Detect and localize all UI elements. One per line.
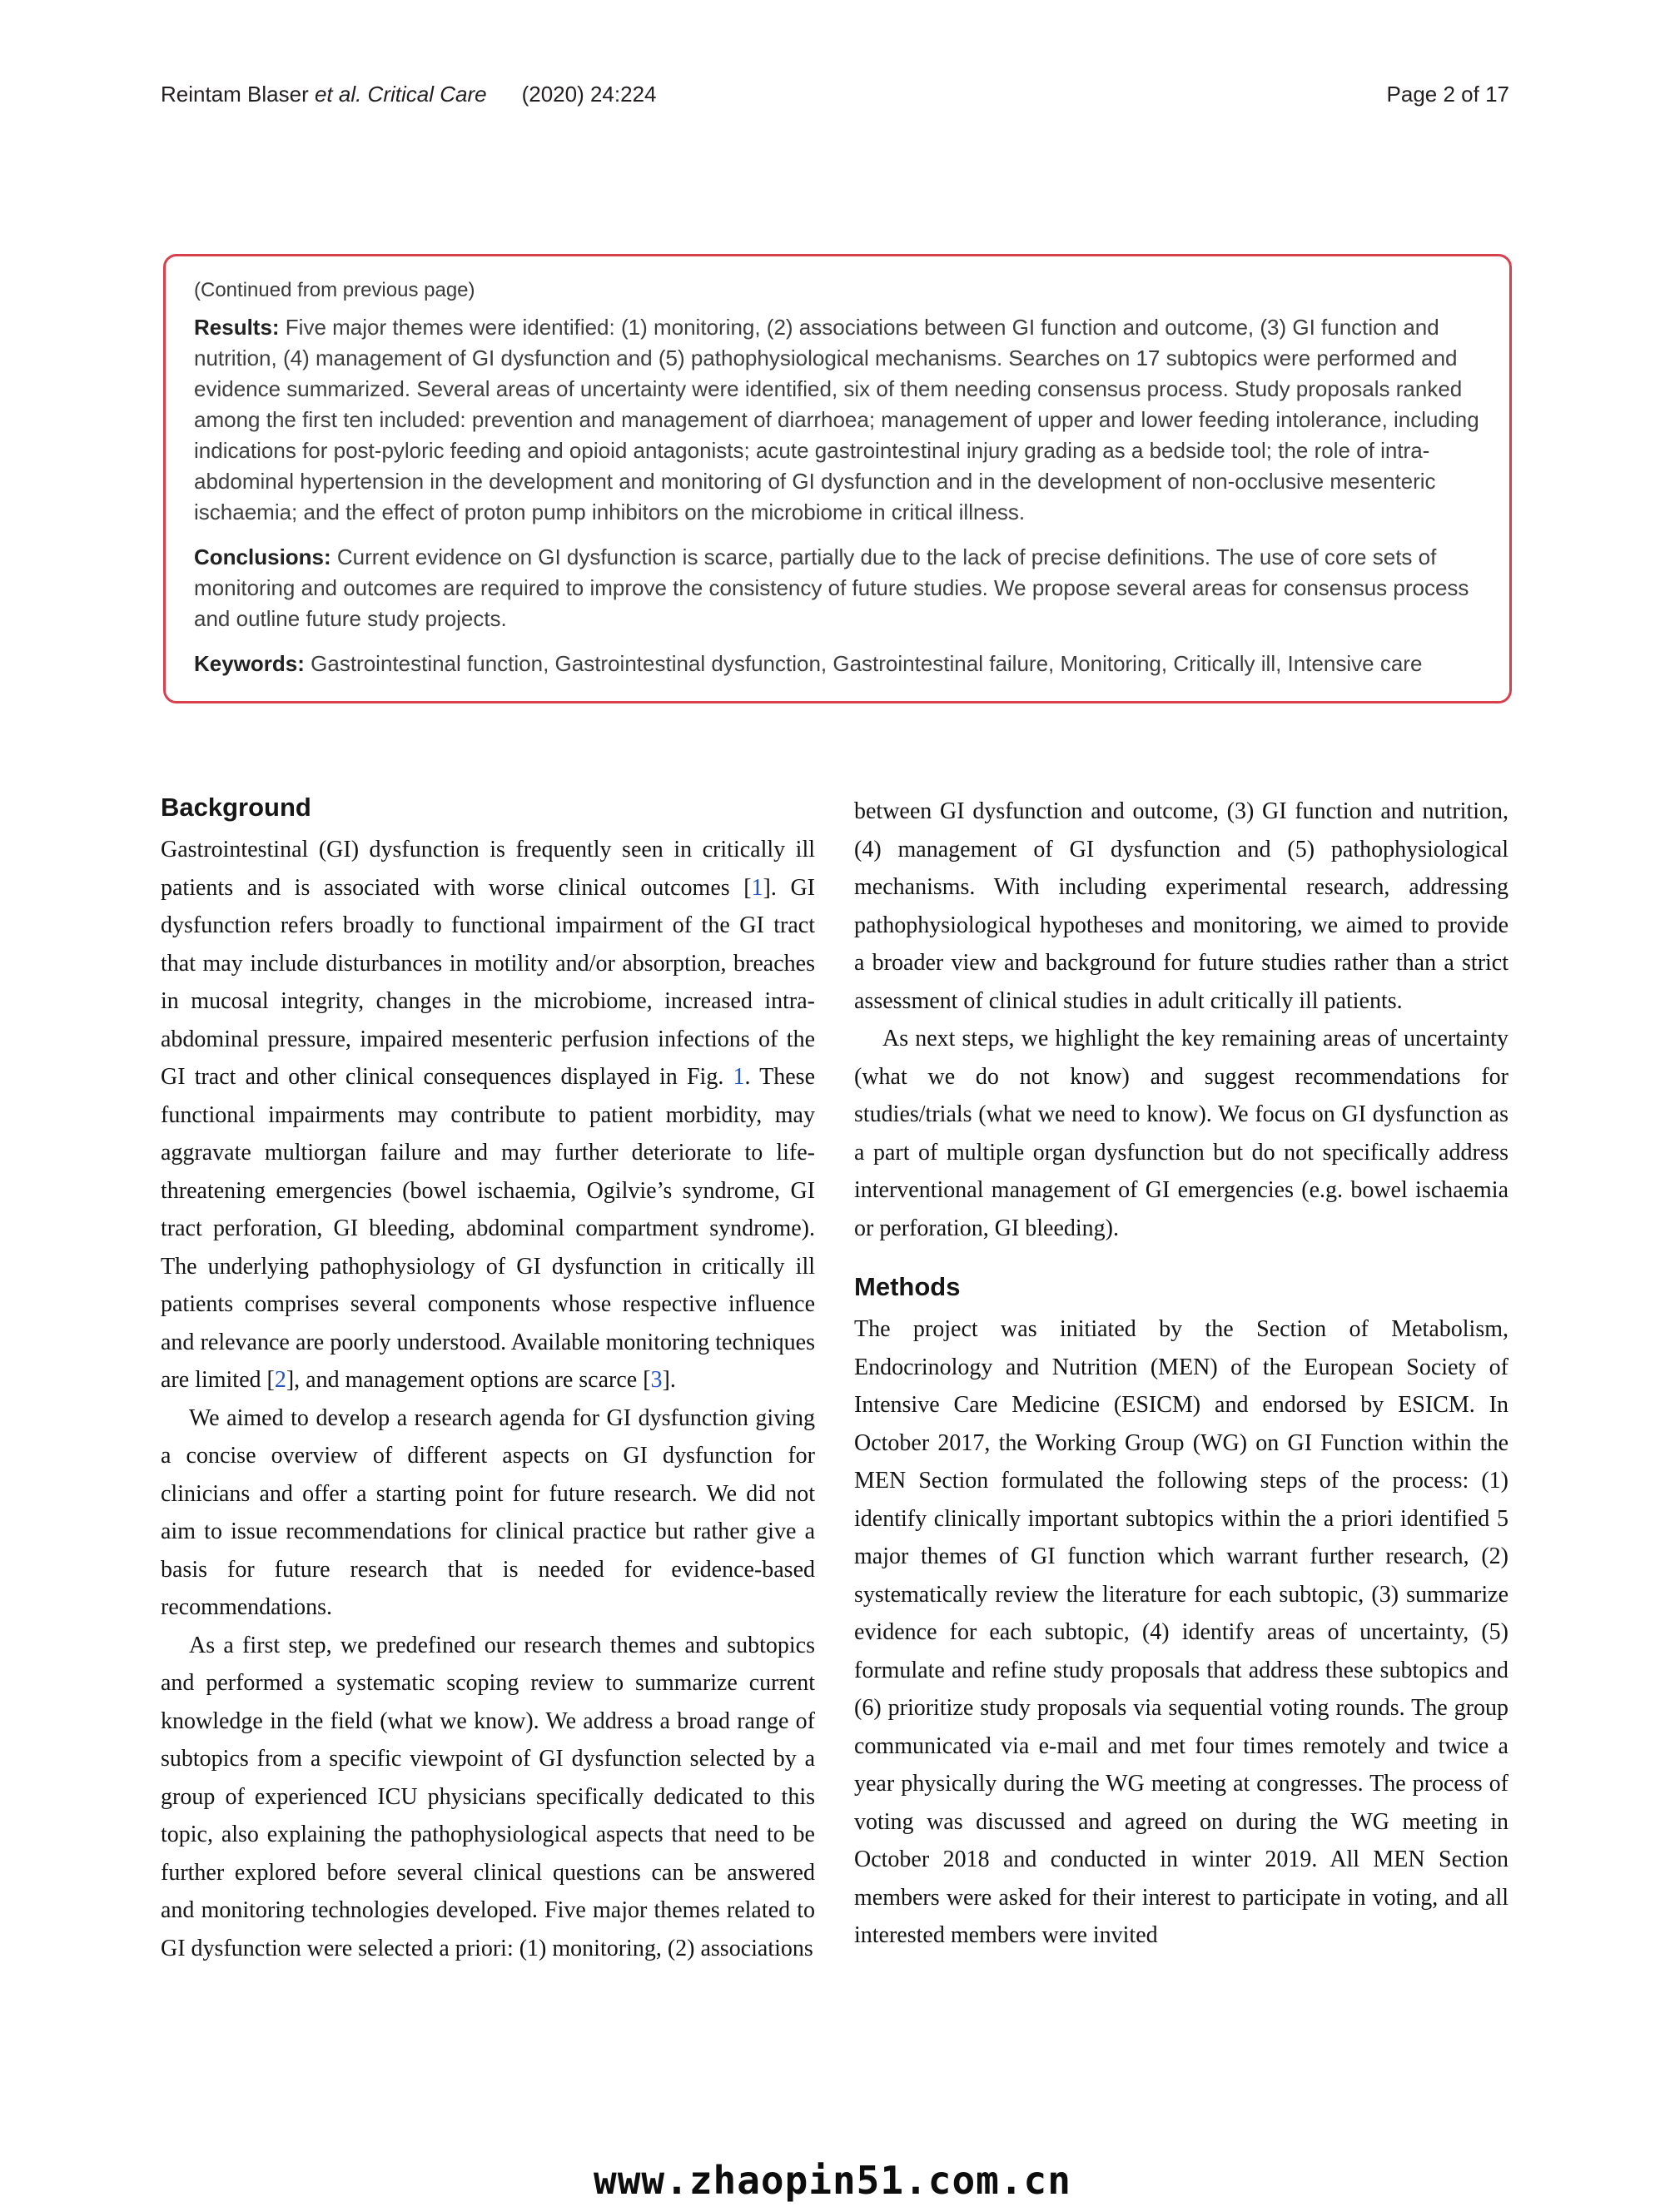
right-column (854, 793, 1508, 1967)
continued-note: (Continued from previous page) (194, 279, 475, 301)
body-columns (161, 793, 1509, 1967)
reference-link[interactable]: 3 (650, 1367, 663, 1393)
abstract-conclusions (194, 542, 1481, 634)
text-segment: As next steps, we highlight the key remaining areas of uncertainty (what we do not know) and suggest recommendations for studies/trials (what we need to know). We focus on GI dysfunction as a part of multiple organ dysfunction but do not specifically address interventional management of GI emergencies (e.g. bowel ischaemia or perforation, GI bleeding). (854, 1026, 1508, 1241)
body-paragraph (161, 1627, 815, 1968)
watermark-url: www.zhaopin51.com.cn (594, 2158, 1071, 2203)
reference-link[interactable]: 1 (751, 874, 763, 901)
body-paragraph (161, 831, 815, 1399)
keywords-text: Gastrointestinal function, Gastrointestinal dysfunction, Gastrointestinal failure, Monitoring, Critically ill, Intensive care (304, 651, 1423, 676)
reference-link[interactable]: 2 (274, 1367, 286, 1393)
header-authors: Reintam Blaser (161, 82, 315, 107)
background-heading: Background (161, 793, 311, 822)
body-paragraph (854, 1310, 1508, 1955)
body-paragraph (161, 1399, 815, 1627)
results-label: Results: (194, 315, 280, 340)
abstract-results (194, 312, 1481, 528)
reference-link[interactable]: 1 (733, 1064, 745, 1090)
left-column (161, 793, 815, 1967)
text-segment: The project was initiated by the Section of Metabolism, Endocrinology and Nutrition (MEN) of the European Society of Intensive Care Medicine (ESICM) and endorsed by ESICM. In October 2017, the Working Group (WG) on GI Function within the MEN Section formulated the following steps of the process: (1) identify clinically important subtopics within the a priori identified 5 major themes of GI function which warrant further research, (2) systematically review the literature for each subtopic, (3) summarize evidence for each subtopic, (4) identify areas of uncertainty, (5) formulate and refine study proposals that address these subtopics and (6) prioritize study proposals via sequential voting rounds. The group communicated via e-mail and met four times remotely and twice a year physically during the WG meeting at congresses. The process of voting was discussed and agreed on during the WG meeting in October 2018 and conducted in winter 2019. All MEN Section members were asked for their interest to participate in voting, and all interested members were invited (854, 1316, 1508, 1948)
text-segment: ]. GI dysfunction refers broadly to functional impairment of the GI tract that may include disturbances in motility and/or absorption, breaches in mucosal integrity, changes in the microbiome, increased intra-abdominal pressure, impaired mesenteric perfusion infections of the GI tract and other clinical consequences displayed in Fig. (161, 874, 815, 1090)
header-citation-number: (2020) 24:224 (521, 82, 657, 107)
text-segment: ], and management options are scarce [ (286, 1367, 651, 1393)
abstract-keywords (194, 649, 1481, 679)
methods-paragraphs (854, 1310, 1508, 1955)
page-header (161, 82, 1509, 107)
text-segment: Gastrointestinal (GI) dysfunction is frequently seen in critically ill patients and is associated with worse clinical outcomes [ (161, 837, 815, 901)
body-paragraph (854, 793, 1508, 1020)
background-paragraphs (161, 831, 815, 1967)
background-paragraphs-continued (854, 793, 1508, 1247)
header-page-number: Page 2 of 17 (1386, 82, 1509, 107)
text-segment: between GI dysfunction and outcome, (3) GI function and nutrition, (4) management of GI dysfunction and (5) pathophysiological mechanisms. With including experimental research, addressing pathophysiological hypotheses and monitoring, we aimed to provide a broader view and background for future studies rather than a strict assessment of clinical studies in adult critically ill patients. (854, 798, 1508, 1014)
abstract-box (163, 254, 1512, 703)
text-segment: As a first step, we predefined our research themes and subtopics and performed a systematic scoping review to summarize current knowledge in the field (what we know). We address a broad range of subtopics from a specific viewpoint of GI dysfunction selected by a group of experienced ICU physicians specifically dedicated to this topic, also explaining the pathophysiological aspects that need to be further explored before several clinical questions can be answered and monitoring technologies developed. Five major themes related to GI dysfunction were selected a priori: (1) monitoring, (2) associations (161, 1632, 815, 1961)
keywords-label: Keywords: (194, 651, 305, 676)
text-segment: . These functional impairments may contribute to patient morbidity, may aggravate multiorgan failure and may further deteriorate to life-threatening emergencies (bowel ischaemia, Ogilvie’s syndrome, GI tract perforation, GI bleeding, abdominal compartment syndrome). The underlying pathophysiology of GI dysfunction in critically ill patients comprises several components whose respective influence and relevance are poorly understood. Available monitoring techniques are limited [ (161, 1064, 815, 1393)
text-segment: ]. (662, 1367, 676, 1393)
conclusions-text: Current evidence on GI dysfunction is scarce, partially due to the lack of precise definitions. The use of core sets of monitoring and outcomes are required to improve the consistency of future studies. We propose several areas for consensus process and outline future study projects. (194, 544, 1469, 631)
methods-heading: Methods (854, 1272, 961, 1301)
conclusions-label: Conclusions: (194, 544, 331, 569)
header-citation (161, 82, 657, 107)
results-text: Five major themes were identified: (1) monitoring, (2) associations between GI function and outcome, (3) GI function and nutrition, (4) management of GI dysfunction and (5) pathophysiological mechanisms. Searches on 17 subtopics were performed and evidence summarized. Several areas of uncertainty were identified, six of them needing consensus process. Study proposals ranked among the first ten included: prevention and management of diarrhoea; management of upper and lower feeding intolerance, including indications for post-pyloric feeding and opioid antagonists; acute gastrointestinal injury grading as a bedside tool; the role of intra-abdominal hypertension in the development and monitoring of GI dysfunction and in the development of non-occlusive mesenteric ischaemia; and the effect of proton pump inhibitors on the microbiome in critical illness. (194, 315, 1479, 524)
text-segment: We aimed to develop a research agenda for GI dysfunction giving a concise overview of different aspects on GI dysfunction for clinicians and offer a starting point for future research. We did not aim to issue recommendations for clinical practice but rather give a basis for future research that is needed for evidence-based recommendations. (161, 1404, 815, 1620)
body-paragraph (854, 1020, 1508, 1247)
header-journal: et al. Critical Care (314, 82, 487, 107)
